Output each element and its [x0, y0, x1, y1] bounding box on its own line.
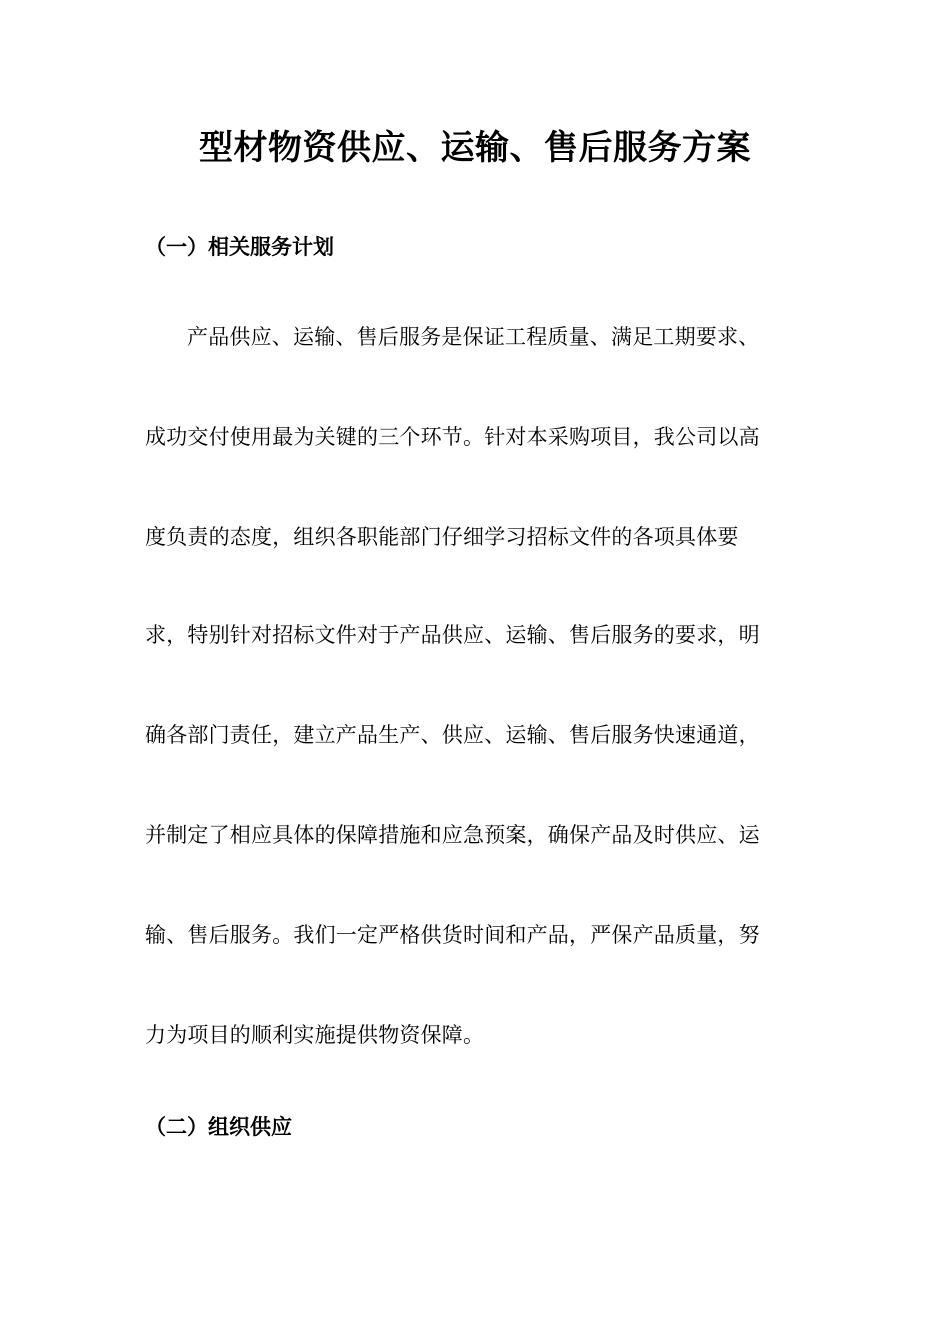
paragraph-line: 求，特别针对招标文件对于产品供应、运输、售后服务的要求，明 [145, 623, 760, 647]
section-heading-service-plan: （一）相关服务计划 [145, 235, 334, 259]
paragraph-line: 确各部门责任，建立产品生产、供应、运输、售后服务快速通道， [145, 723, 760, 747]
document-title: 型材物资供应、运输、售后服务方案 [199, 128, 751, 168]
paragraph-line: 并制定了相应具体的保障措施和应急预案，确保产品及时供应、运 [145, 823, 760, 847]
paragraph-line: 成功交付使用最为关键的三个环节。针对本采购项目，我公司以高 [145, 425, 760, 449]
paragraph-line: 度负责的态度，组织各职能部门仔细学习招标文件的各项具体要 [145, 525, 739, 549]
paragraph-line: 力为项目的顺利实施提供物资保障。 [145, 1023, 485, 1047]
section-heading-organize-supply: （二）组织供应 [145, 1115, 292, 1139]
paragraph-line: 产品供应、运输、售后服务是保证工程质量、满足工期要求、 [187, 325, 760, 349]
paragraph-line: 输、售后服务。我们一定严格供货时间和产品，严保产品质量，努 [145, 923, 760, 947]
